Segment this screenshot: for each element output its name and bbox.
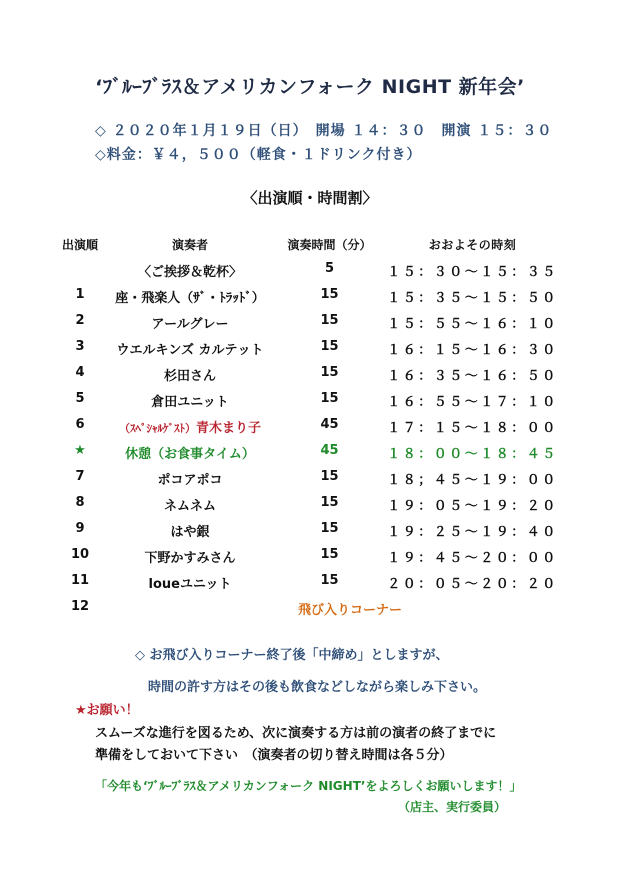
closing-note-line2: 時間の許す方はその後も飲食などしながら楽しみ下さい。 — [148, 680, 487, 695]
row-duration: 15 — [320, 469, 339, 484]
row-duration: 45 — [320, 443, 339, 458]
row-order: 11 — [70, 573, 90, 588]
row-performer: 休憩（お食事タイム） — [125, 447, 255, 462]
table-row — [0, 521, 620, 543]
schedule-section-title: 〈出演順・時間割〉 — [242, 189, 378, 207]
table-row — [0, 287, 620, 309]
table-row — [0, 495, 620, 517]
table-row-break — [0, 443, 620, 465]
page-title: ‘ﾌﾞﾙｰﾌﾞﾗｽ＆アメリカンフォーク NIGHT 新年会’ — [95, 76, 525, 98]
row-duration: 15 — [320, 547, 339, 562]
row-order: 9 — [75, 521, 85, 536]
row-order: 2 — [75, 313, 85, 328]
row-duration: 5 — [324, 261, 335, 276]
header-order: 出演順 — [61, 238, 98, 252]
row-order: 1 — [75, 287, 85, 302]
row-performer: アールグレー — [151, 317, 229, 332]
table-row-special-guest — [0, 417, 620, 439]
row-time: １５：５５〜１６：１０ — [387, 317, 558, 332]
row-duration: 15 — [320, 573, 339, 588]
row-time: １５：３０〜１５：３５ — [387, 265, 558, 280]
row-duration: 15 — [320, 391, 339, 406]
row-order: 4 — [75, 365, 85, 380]
row-performer: はや銀 — [170, 525, 210, 540]
row-time: １６：５５〜１７：１０ — [387, 395, 558, 410]
row-order: 8 — [75, 495, 85, 510]
request-line1: スムーズな進行を図るため、次に演奏する方は前の演者の終了までに — [95, 726, 497, 741]
row-duration: 15 — [320, 521, 339, 536]
row-duration: 15 — [320, 287, 339, 302]
row-time: １６：３５〜１６：５０ — [387, 369, 558, 384]
header-duration: 演奏時間（分） — [287, 238, 372, 252]
row-duration: 15 — [320, 339, 339, 354]
row-time: １５：３５〜１５：５０ — [387, 291, 558, 306]
header-time: おおよその時刻 — [428, 238, 517, 252]
row-order: 5 — [75, 391, 85, 406]
table-row — [0, 547, 620, 569]
row-order: 12 — [70, 599, 90, 614]
table-row-walk-in — [0, 599, 620, 621]
row-time: １９：２５〜１９：４０ — [387, 525, 558, 540]
request-title: ★お願い！ — [75, 703, 139, 718]
row-time: １６：１５〜１６：３０ — [387, 343, 558, 358]
row-order: 7 — [75, 469, 85, 484]
table-row — [0, 313, 620, 335]
table-row — [0, 391, 620, 413]
row-performer: 座・飛楽人（ｻﾞ・ﾄﾗｯﾄﾞ） — [115, 291, 265, 306]
event-date-line: ◇ ２０２０年１月１９日（日） 開場 １４：３０ 開演 １５：３０ — [95, 123, 553, 139]
row-performer: 下野かすみさん — [144, 551, 236, 566]
row-performer: 〈ご挨拶＆乾杯〉 — [137, 265, 242, 280]
row-time: １８：００〜１８：４５ — [387, 447, 558, 462]
row-performer: ウエルキンズ カルテット — [116, 343, 264, 358]
row-time: ２０：０５〜２０：２０ — [387, 577, 558, 592]
row-performer: ポコアポコ — [157, 473, 223, 488]
star-icon: ★ — [74, 443, 86, 458]
walk-in-corner-label: 飛び入りコーナー — [297, 603, 402, 618]
request-line2: 準備をしておいて下さい （演奏者の切り替え時間は各５分） — [95, 748, 453, 763]
organizer-signature: （店主、実行委員） — [398, 800, 507, 814]
row-performer: 倉田ユニット — [151, 395, 229, 410]
table-header — [0, 236, 620, 258]
closing-message: 「今年も‘ﾌﾞﾙｰﾌﾞﾗｽ＆アメリカンフォーク NIGHT’をよろしくお願いします！」 — [95, 779, 522, 793]
row-performer: ネムネム — [163, 499, 216, 514]
row-duration: 15 — [320, 495, 339, 510]
row-duration: 15 — [320, 313, 339, 328]
table-row — [0, 365, 620, 387]
row-time: １７：１５〜１８：００ — [387, 421, 558, 436]
row-performer: 杉田さん — [163, 369, 216, 384]
table-row — [0, 469, 620, 491]
row-time: １９：０５〜１９：２０ — [387, 499, 558, 514]
row-duration: 15 — [320, 365, 339, 380]
row-duration: 45 — [320, 417, 339, 432]
row-order: 3 — [75, 339, 85, 354]
row-order: 6 — [75, 417, 85, 432]
table-row — [0, 339, 620, 361]
special-guest-name: 青木まり子 — [195, 421, 261, 436]
header-performer: 演奏者 — [171, 238, 208, 252]
row-performer: loueユニット — [148, 577, 232, 592]
event-price-line: ◇料金：￥４，５００（軽食・１ドリンク付き） — [95, 147, 422, 163]
row-order: 10 — [70, 547, 90, 562]
table-row — [0, 573, 620, 595]
row-time: １８；４５〜１９：００ — [387, 473, 558, 488]
row-time: １９：４５〜２０：００ — [387, 551, 558, 566]
special-guest-label: （ｽﾍﾟｼｬﾙｹﾞｽﾄ） — [118, 422, 196, 435]
row-performer — [105, 417, 275, 436]
closing-note-line1: ◇ お飛び入りコーナー終了後「中締め」としますが、 — [135, 648, 449, 663]
table-row — [0, 261, 620, 283]
